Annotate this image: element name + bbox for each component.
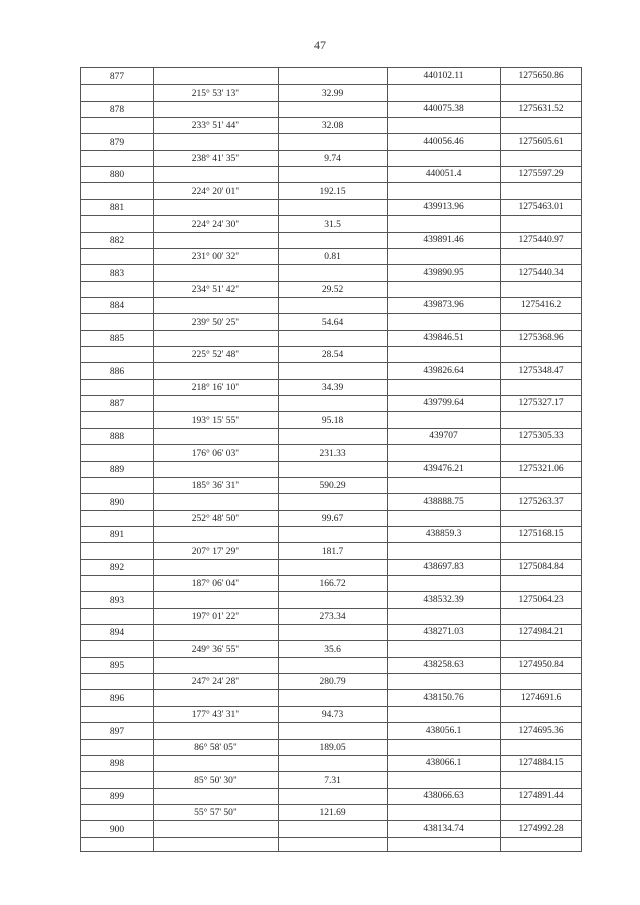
direction-angle: 177° 43' 31" <box>191 710 240 721</box>
coordinate-y: 1275650.86 <box>518 71 564 82</box>
coordinate-x: 439799.64 <box>423 398 464 409</box>
coordinate-x: 439846.51 <box>423 333 464 344</box>
row-divider <box>81 689 581 690</box>
segment-length: 32.99 <box>321 88 344 99</box>
point-number: 884 <box>109 301 125 312</box>
point-number: 880 <box>109 170 125 181</box>
point-number: 881 <box>109 203 125 214</box>
row-divider <box>81 362 581 363</box>
row-divider <box>81 428 581 429</box>
row-divider <box>81 493 581 494</box>
direction-angle: 55° 57' 50" <box>194 808 237 819</box>
column-divider <box>278 68 279 851</box>
row-divider <box>81 133 581 134</box>
coordinate-y: 1275605.61 <box>518 136 564 147</box>
point-number: 889 <box>109 464 125 475</box>
coordinate-y: 1275327.17 <box>518 398 564 409</box>
row-divider <box>81 526 581 527</box>
coordinate-x: 440102.11 <box>423 71 464 82</box>
row-divider <box>81 232 581 233</box>
row-divider <box>81 346 581 347</box>
segment-length: 590.29 <box>319 481 346 492</box>
coordinate-x: 440056.46 <box>423 136 464 147</box>
direction-angle: 224° 24' 30" <box>191 219 240 230</box>
segment-length: 166.72 <box>319 579 346 590</box>
coordinate-x: 439890.95 <box>423 267 464 278</box>
coordinate-y: 1275597.29 <box>518 169 564 180</box>
coordinate-x: 439873.96 <box>423 300 464 311</box>
coordinate-x: 438888.75 <box>423 496 464 507</box>
coordinate-x: 438056.1 <box>425 725 462 736</box>
row-divider <box>81 84 581 85</box>
segment-length: 35.6 <box>324 644 341 655</box>
row-divider <box>81 199 581 200</box>
point-number: 879 <box>109 137 125 148</box>
coordinate-y: 1274891.44 <box>518 790 564 801</box>
direction-angle: 197° 01' 22" <box>191 612 240 623</box>
point-number: 894 <box>109 628 125 639</box>
coordinate-y: 1275348.47 <box>518 365 564 376</box>
coordinate-x: 438150.76 <box>423 692 464 703</box>
row-divider <box>81 820 581 821</box>
coordinate-y: 1275463.01 <box>518 202 564 213</box>
coordinate-y: 1275305.33 <box>518 431 564 442</box>
coordinate-y: 1275064.23 <box>518 594 564 605</box>
segment-length: 54.64 <box>321 317 344 328</box>
coordinate-y: 1275168.15 <box>518 529 564 540</box>
segment-length: 32.08 <box>321 121 344 132</box>
direction-angle: 249° 36' 55" <box>191 644 240 655</box>
row-divider <box>81 461 581 462</box>
coordinate-y: 1274691.6 <box>520 692 562 703</box>
segment-length: 0.81 <box>324 252 341 263</box>
row-divider <box>81 444 581 445</box>
row-divider <box>81 395 581 396</box>
row-divider <box>81 771 581 772</box>
direction-angle: 218° 16' 10" <box>191 383 240 394</box>
point-number: 883 <box>109 268 125 279</box>
coordinates-table <box>80 67 582 852</box>
point-number: 882 <box>109 235 125 246</box>
direction-angle: 239° 50' 25" <box>191 317 240 328</box>
direction-angle: 234° 51' 42" <box>191 284 240 295</box>
row-divider <box>81 657 581 658</box>
segment-length: 121.69 <box>319 808 346 819</box>
coordinate-x: 439826.64 <box>423 365 464 376</box>
row-divider <box>81 591 581 592</box>
direction-angle: 224° 20' 01" <box>191 186 240 197</box>
coordinate-x: 439476.21 <box>423 463 464 474</box>
row-divider <box>81 379 581 380</box>
segment-length: 280.79 <box>319 677 346 688</box>
direction-angle: 215° 53' 13" <box>191 88 240 99</box>
coordinate-x: 439891.46 <box>423 234 464 245</box>
point-number: 893 <box>109 595 125 606</box>
point-number: 887 <box>109 399 125 410</box>
coordinate-x: 438066.1 <box>425 758 462 769</box>
point-number: 891 <box>109 530 125 541</box>
segment-length: 192.15 <box>319 186 346 197</box>
segment-length: 181.7 <box>321 546 344 557</box>
direction-angle: 231° 00' 32" <box>191 252 240 263</box>
row-divider <box>81 411 581 412</box>
segment-length: 231.33 <box>319 448 346 459</box>
column-divider <box>153 68 154 851</box>
coordinate-y: 1274884.15 <box>518 758 564 769</box>
coordinate-x: 440075.38 <box>423 104 464 115</box>
row-divider <box>81 559 581 560</box>
coordinate-x: 440051.4 <box>425 169 462 180</box>
segment-length: 95.18 <box>321 415 344 426</box>
coordinate-y: 1275084.84 <box>518 561 564 572</box>
coordinate-y: 1275263.37 <box>518 496 564 507</box>
coordinate-x: 438859.3 <box>425 529 462 540</box>
point-number: 888 <box>109 432 125 443</box>
segment-length: 99.67 <box>321 513 344 524</box>
row-divider <box>81 706 581 707</box>
row-divider <box>81 755 581 756</box>
row-divider <box>81 264 581 265</box>
row-divider <box>81 788 581 789</box>
segment-length: 29.52 <box>321 284 344 295</box>
row-divider <box>81 248 581 249</box>
row-divider <box>81 673 581 674</box>
point-number: 892 <box>109 562 125 573</box>
row-divider <box>81 722 581 723</box>
coordinate-x: 438697.83 <box>423 561 464 572</box>
direction-angle: 238° 41' 35" <box>191 154 240 165</box>
row-divider <box>81 837 581 838</box>
direction-angle: 207° 17' 29" <box>191 546 240 557</box>
direction-angle: 252° 48' 50" <box>191 513 240 524</box>
coordinate-x: 438134.74 <box>423 823 464 834</box>
row-divider <box>81 624 581 625</box>
point-number: 890 <box>109 497 125 508</box>
coordinate-y: 1275440.97 <box>518 234 564 245</box>
direction-angle: 193° 15' 55" <box>191 415 240 426</box>
row-divider <box>81 313 581 314</box>
direction-angle: 85° 50' 30" <box>194 775 237 786</box>
coordinate-x: 438532.39 <box>423 594 464 605</box>
row-divider <box>81 182 581 183</box>
point-number: 897 <box>109 726 125 737</box>
coordinate-y: 1275321.06 <box>518 463 564 474</box>
point-number: 895 <box>109 661 125 672</box>
direction-angle: 185° 36' 31" <box>191 481 240 492</box>
segment-length: 7.31 <box>324 775 341 786</box>
coordinate-y: 1274992.28 <box>518 823 564 834</box>
coordinate-x: 438271.03 <box>423 627 464 638</box>
coordinate-y: 1274695.36 <box>518 725 564 736</box>
coordinate-y: 1275440.34 <box>518 267 564 278</box>
row-divider <box>81 101 581 102</box>
segment-length: 28.54 <box>321 350 344 361</box>
point-number: 877 <box>109 72 125 83</box>
direction-angle: 225° 52' 48" <box>191 350 240 361</box>
row-divider <box>81 640 581 641</box>
direction-angle: 86° 58' 05" <box>194 742 237 753</box>
row-divider <box>81 804 581 805</box>
segment-length: 31.5 <box>324 219 341 230</box>
row-divider <box>81 297 581 298</box>
point-number: 886 <box>109 366 125 377</box>
point-number: 900 <box>109 824 125 835</box>
row-divider <box>81 117 581 118</box>
row-divider <box>81 215 581 216</box>
segment-length: 9.74 <box>324 154 341 165</box>
coordinate-y: 1275631.52 <box>518 104 564 115</box>
row-divider <box>81 510 581 511</box>
point-number: 896 <box>109 693 125 704</box>
row-divider <box>81 150 581 151</box>
coordinate-y: 1274984.21 <box>518 627 564 638</box>
point-number: 878 <box>109 105 125 116</box>
page-number: 47 <box>314 38 326 52</box>
coordinate-y: 1274950.84 <box>518 660 564 671</box>
row-divider <box>81 166 581 167</box>
row-divider <box>81 739 581 740</box>
row-divider <box>81 608 581 609</box>
direction-angle: 187° 06' 04" <box>191 579 240 590</box>
coordinate-x: 439913.96 <box>423 202 464 213</box>
segment-length: 189.05 <box>319 742 346 753</box>
point-number: 885 <box>109 334 125 345</box>
point-number: 898 <box>109 759 125 770</box>
coordinate-y: 1275368.96 <box>518 333 564 344</box>
row-divider <box>81 542 581 543</box>
coordinate-x: 439707 <box>429 431 458 442</box>
row-divider <box>81 477 581 478</box>
coordinate-x: 438066.63 <box>423 790 464 801</box>
row-divider <box>81 281 581 282</box>
segment-length: 273.34 <box>319 612 346 623</box>
coordinate-y: 1275416.2 <box>520 300 562 311</box>
row-divider <box>81 330 581 331</box>
direction-angle: 176° 06' 03" <box>191 448 240 459</box>
point-number: 899 <box>109 791 125 802</box>
segment-length: 34.39 <box>321 383 344 394</box>
segment-length: 94.73 <box>321 710 344 721</box>
direction-angle: 247° 24' 28" <box>191 677 240 688</box>
direction-angle: 233° 51' 44" <box>191 121 240 132</box>
row-divider <box>81 575 581 576</box>
coordinate-x: 438258.63 <box>423 660 464 671</box>
